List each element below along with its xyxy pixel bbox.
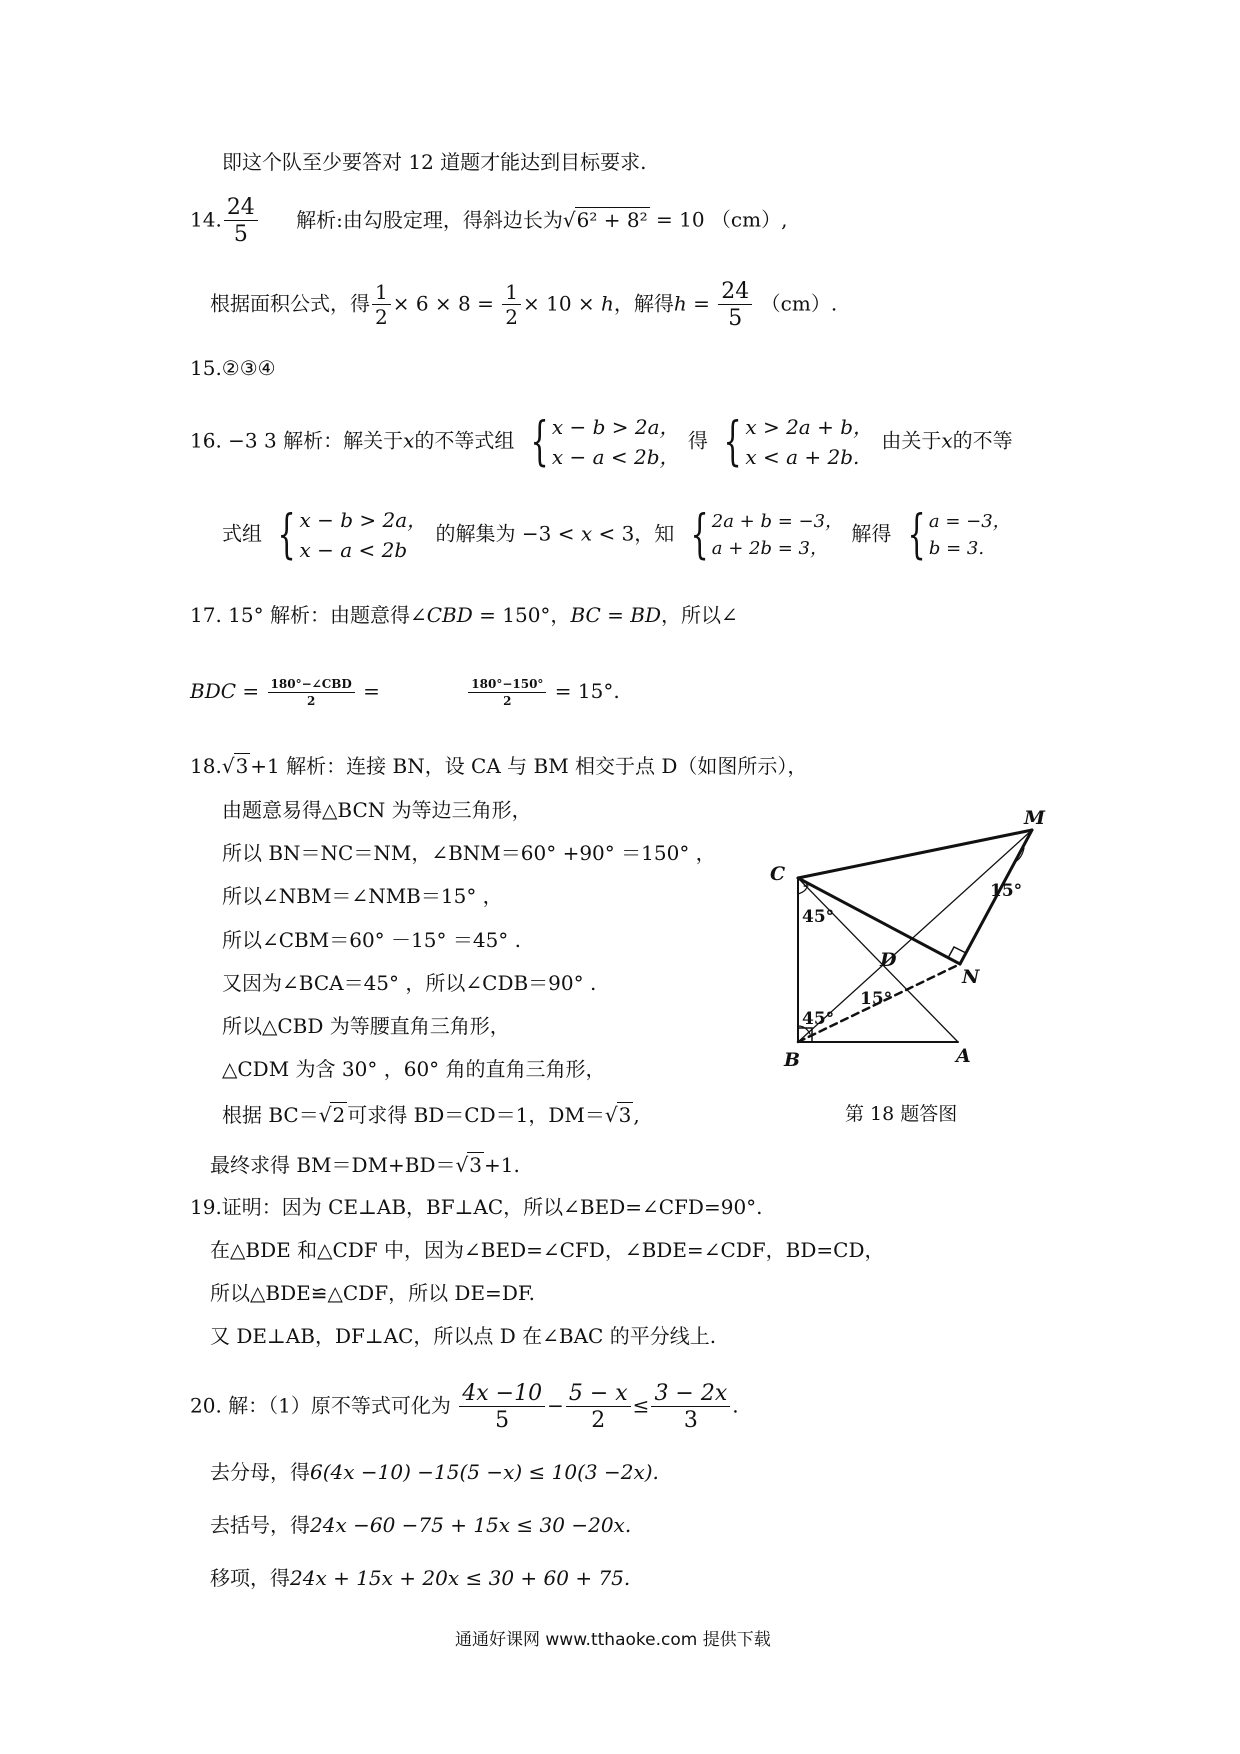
figure-caption: 第 18 题答图 xyxy=(845,1103,958,1125)
q18-step: 所以∠NBM＝∠NMB＝15° ， xyxy=(222,884,503,908)
q16-line: 16. −3 3 解析：解关于x的不等式组 { x − b > 2a， x − a < 2b， 得 { x > 2a + b， x < a + 2b. 由关于x的不等 xyxy=(190,412,1013,472)
fraction: $\frac{24}{5}$ xyxy=(718,280,752,330)
q18-step: △CDM 为含 30° ，60° 角的直角三角形， xyxy=(222,1057,606,1081)
svg-text:45°: 45° xyxy=(802,907,835,927)
label-B: B xyxy=(784,1049,801,1071)
q20-step: 去括号，得24x −60 −75 + 15x ≤ 30 −20x. xyxy=(210,1513,632,1537)
svg-text:15°: 15° xyxy=(990,881,1023,901)
q17-line: 17. 15° 解析：由题意得∠CBD = 150°，BC = BD，所以∠ xyxy=(190,603,738,627)
q15-line: 15.②③④ xyxy=(190,356,276,380)
q19-line: 所以△BDE≌△CDF，所以 DE=DF. xyxy=(210,1281,535,1305)
fraction: $\frac{4x -10}{5}$ xyxy=(459,1382,545,1432)
label-C: C xyxy=(770,863,786,885)
fraction: $\frac{1}{2}$ xyxy=(502,282,521,328)
q18-step: 所以 BN＝NC＝NM，∠BNM＝60° +90° ＝150° ， xyxy=(222,841,716,865)
q18-step: 由题意易得△BCN 为等边三角形， xyxy=(222,798,532,822)
q18-step: 所以∠CBM＝60° －15° ＝45° . xyxy=(222,928,522,952)
geometry-figure xyxy=(760,790,1060,1080)
sqrt-symbol: √3 xyxy=(221,754,249,778)
fraction: $\frac{1}{2}$ xyxy=(372,282,391,328)
fraction: $\frac{5 - x}{2}$ xyxy=(566,1382,631,1432)
label-A: A xyxy=(956,1045,971,1067)
q18-final: 最终求得 BM＝DM+BD＝√3 +1. xyxy=(210,1153,520,1177)
q14-area-line: 根据面积公式，得 $\frac{1}{2}$ × 6 × 8 = $\frac{1}{2}$ × 10 × h，解得h = $\frac{24}{5}$ （cm）. xyxy=(210,279,838,332)
sqrt-symbol: √6² + 8² xyxy=(562,207,648,232)
q20-step: 移项，得24x + 15x + 20x ≤ 30 + 60 + 75. xyxy=(210,1566,631,1590)
q17-result-line: BDC = $\frac{\text{180°−∠CBD}}{2}$ = $\frac{180^\circ-150^\circ}{2}$ = 15°. xyxy=(190,677,620,708)
solution-system: { a = −3， b = 3. xyxy=(907,505,1011,565)
inequality-system: { x > 2a + b， x < a + 2b. xyxy=(723,412,874,472)
page-footer: 通通好课网 www.tthaoke.com 提供下载 xyxy=(455,1630,771,1650)
q18-step: 所以△CBD 为等腰直角三角形， xyxy=(222,1014,510,1038)
q16-continued-line: 式组 { x − b > 2a， x − a < 2b 的解集为 −3 < x < 3，知 { 2a + b = −3， a + 2b = 3， 解得 { a = −3， b = 3. xyxy=(222,505,1011,565)
q18-step: 又因为∠BCA＝45° ，所以∠CDB＝90° . xyxy=(222,971,597,995)
q19-line: 在△BDE 和△CDF 中，因为∠BED=∠CFD，∠BDE=∠CDF，BD=CD， xyxy=(210,1238,885,1262)
q14-line: 14. $\frac{24}{5}$ 解析:由勾股定理，得斜边长为√6² + 8² = 10 （cm）, xyxy=(190,195,788,248)
label-M: M xyxy=(1024,807,1046,829)
q19-line: 19.证明：因为 CE⊥AB，BF⊥AC，所以∠BED=∠CFD=90°. xyxy=(190,1195,763,1219)
q20-line: 20. 解：（1）原不等式可化为 $\frac{4x -10}{5}$ − $\frac{5 - x}{2}$ ≤ $\frac{3 - 2x}{3}$ . xyxy=(190,1381,739,1434)
svg-text:15°: 15° xyxy=(860,989,893,1009)
q18-step: 根据 BC＝√2 可求得 BD＝CD＝1，DM＝√3 , xyxy=(222,1103,640,1127)
fraction: $\frac{3 - 2x}{3}$ xyxy=(651,1382,730,1432)
fraction: $\frac{24}{5}$ xyxy=(224,196,258,246)
inequality-system: { x − b > 2a， x − a < 2b xyxy=(277,505,428,565)
inequality-system: { x − b > 2a， x − a < 2b， xyxy=(530,412,680,472)
q20-step: 去分母，得6(4x −10) −15(5 −x) ≤ 10(3 −2x). xyxy=(210,1460,659,1484)
q19-line: 又 DE⊥AB，DF⊥AC，所以点 D 在∠BAC 的平分线上. xyxy=(210,1324,717,1348)
equation-system: { 2a + b = −3， a + 2b = 3， xyxy=(690,505,844,565)
label-D: D xyxy=(880,949,897,971)
svg-text:45°: 45° xyxy=(802,1009,835,1029)
label-N: N xyxy=(962,966,980,988)
text-line: 即这个队至少要答对 12 道题才能达到目标要求. xyxy=(222,150,647,174)
fraction: $\frac{\text{180°−∠CBD}}{2}$ xyxy=(268,678,355,707)
q18-line: 18.√3 +1 解析：连接 BN，设 CA 与 BM 相交于点 D（如图所示）， xyxy=(190,754,808,778)
fraction: $\frac{180^\circ-150^\circ}{2}$ xyxy=(468,678,546,707)
